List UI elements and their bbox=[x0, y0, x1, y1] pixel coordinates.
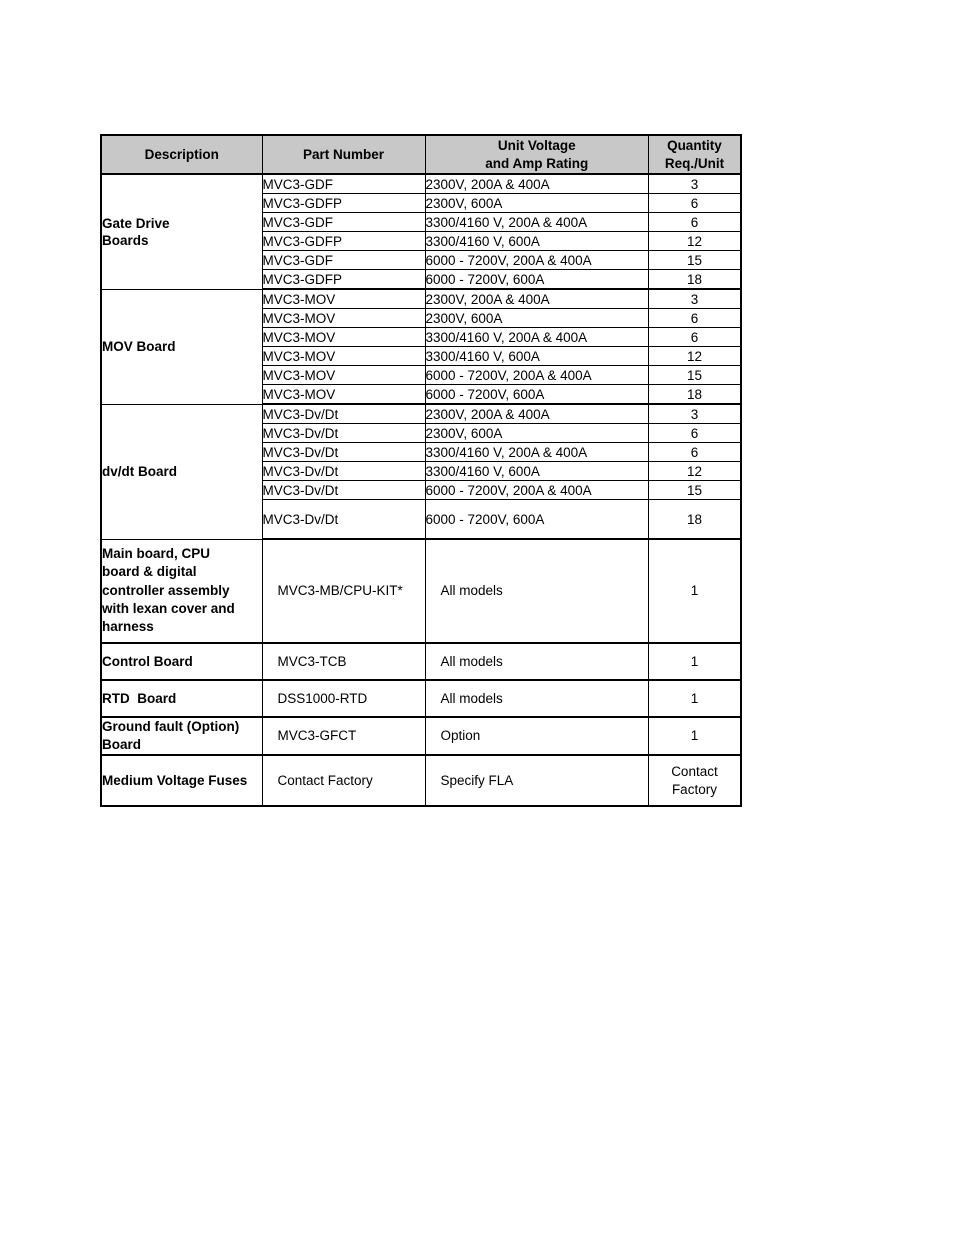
voltage-cell: 2300V, 200A & 400A bbox=[425, 174, 648, 194]
voltage-cell: Specify FLA bbox=[425, 755, 648, 806]
voltage-cell: Option bbox=[425, 717, 648, 755]
part-number-cell: MVC3-GDFP bbox=[262, 232, 425, 251]
voltage-cell: 6000 - 7200V, 600A bbox=[425, 270, 648, 290]
quantity-cell: 6 bbox=[648, 213, 741, 232]
part-number-cell: MVC3-Dv/Dt bbox=[262, 462, 425, 481]
quantity-cell: 6 bbox=[648, 309, 741, 328]
quantity-cell: 12 bbox=[648, 232, 741, 251]
group-label-mov: MOV Board bbox=[101, 289, 262, 404]
part-number-cell: MVC3-MOV bbox=[262, 366, 425, 385]
quantity-cell: 12 bbox=[648, 347, 741, 366]
header-quantity: Quantity Req./Unit bbox=[648, 135, 741, 174]
part-number-cell: DSS1000-RTD bbox=[262, 680, 425, 717]
part-number-cell: MVC3-MOV bbox=[262, 385, 425, 405]
quantity-cell: 15 bbox=[648, 251, 741, 270]
quantity-cell: 15 bbox=[648, 481, 741, 500]
header-description: Description bbox=[101, 135, 262, 174]
quantity-cell: 18 bbox=[648, 270, 741, 290]
voltage-cell: 3300/4160 V, 600A bbox=[425, 347, 648, 366]
voltage-cell: 6000 - 7200V, 200A & 400A bbox=[425, 251, 648, 270]
part-number-cell: Contact Factory bbox=[262, 755, 425, 806]
quantity-cell: 1 bbox=[648, 643, 741, 680]
part-number-cell: MVC3-Dv/Dt bbox=[262, 500, 425, 540]
group-label-gate-drive: Gate Drive Boards bbox=[101, 174, 262, 289]
voltage-cell: 3300/4160 V, 200A & 400A bbox=[425, 328, 648, 347]
quantity-cell: Contact Factory bbox=[648, 755, 741, 806]
quantity-cell: 6 bbox=[648, 194, 741, 213]
part-number-cell: MVC3-MOV bbox=[262, 347, 425, 366]
table-row bbox=[101, 539, 741, 643]
table-row bbox=[101, 717, 741, 755]
voltage-cell: 2300V, 600A bbox=[425, 309, 648, 328]
voltage-cell: 2300V, 200A & 400A bbox=[425, 289, 648, 309]
quantity-cell: 1 bbox=[648, 539, 741, 643]
part-number-cell: MVC3-TCB bbox=[262, 643, 425, 680]
part-number-cell: MVC3-GFCT bbox=[262, 717, 425, 755]
part-number-cell: MVC3-Dv/Dt bbox=[262, 424, 425, 443]
quantity-cell: 1 bbox=[648, 717, 741, 755]
part-number-cell: MVC3-MOV bbox=[262, 328, 425, 347]
voltage-cell: 2300V, 200A & 400A bbox=[425, 404, 648, 424]
group-label-ground-fault: Ground fault (Option) Board bbox=[101, 717, 262, 755]
part-number-cell: MVC3-GDFP bbox=[262, 270, 425, 290]
voltage-cell: 6000 - 7200V, 200A & 400A bbox=[425, 481, 648, 500]
part-number-cell: MVC3-GDFP bbox=[262, 194, 425, 213]
quantity-cell: 6 bbox=[648, 443, 741, 462]
table-row bbox=[101, 289, 741, 309]
voltage-cell: All models bbox=[425, 539, 648, 643]
voltage-cell: 2300V, 600A bbox=[425, 424, 648, 443]
quantity-cell: 3 bbox=[648, 289, 741, 309]
quantity-cell: 6 bbox=[648, 328, 741, 347]
part-number-cell: MVC3-GDF bbox=[262, 174, 425, 194]
voltage-cell: 2300V, 600A bbox=[425, 194, 648, 213]
part-number-cell: MVC3-GDF bbox=[262, 213, 425, 232]
voltage-cell: All models bbox=[425, 643, 648, 680]
part-number-cell: MVC3-MB/CPU-KIT* bbox=[262, 539, 425, 643]
replacement-parts-table bbox=[100, 134, 742, 807]
quantity-cell: 6 bbox=[648, 424, 741, 443]
group-label-rtd-board: RTD Board bbox=[101, 680, 262, 717]
part-number-cell: MVC3-Dv/Dt bbox=[262, 404, 425, 424]
part-number-cell: MVC3-MOV bbox=[262, 309, 425, 328]
quantity-cell: 18 bbox=[648, 385, 741, 405]
part-number-cell: MVC3-GDF bbox=[262, 251, 425, 270]
table-row bbox=[101, 643, 741, 680]
voltage-cell: 6000 - 7200V, 600A bbox=[425, 385, 648, 405]
group-label-dvdt: dv/dt Board bbox=[101, 404, 262, 539]
quantity-cell: 15 bbox=[648, 366, 741, 385]
quantity-cell: 1 bbox=[648, 680, 741, 717]
quantity-cell: 3 bbox=[648, 174, 741, 194]
voltage-cell: 3300/4160 V, 600A bbox=[425, 232, 648, 251]
table-row bbox=[101, 404, 741, 424]
header-voltage: Unit Voltage and Amp Rating bbox=[425, 135, 648, 174]
header-part-number: Part Number bbox=[262, 135, 425, 174]
part-number-cell: MVC3-Dv/Dt bbox=[262, 443, 425, 462]
voltage-cell: All models bbox=[425, 680, 648, 717]
table-row bbox=[101, 680, 741, 717]
quantity-cell: 18 bbox=[648, 500, 741, 540]
part-number-cell: MVC3-Dv/Dt bbox=[262, 481, 425, 500]
group-label-control-board: Control Board bbox=[101, 643, 262, 680]
voltage-cell: 3300/4160 V, 200A & 400A bbox=[425, 213, 648, 232]
voltage-cell: 6000 - 7200V, 200A & 400A bbox=[425, 366, 648, 385]
part-number-cell: MVC3-MOV bbox=[262, 289, 425, 309]
table-header-row bbox=[101, 135, 741, 174]
group-label-fuses: Medium Voltage Fuses bbox=[101, 755, 262, 806]
quantity-cell: 3 bbox=[648, 404, 741, 424]
quantity-cell: 12 bbox=[648, 462, 741, 481]
group-label-main-board: Main board, CPU board & digital controller assembly with lexan cover and harness bbox=[101, 539, 262, 643]
voltage-cell: 3300/4160 V, 200A & 400A bbox=[425, 443, 648, 462]
voltage-cell: 6000 - 7200V, 600A bbox=[425, 500, 648, 540]
table-row bbox=[101, 174, 741, 194]
voltage-cell: 3300/4160 V, 600A bbox=[425, 462, 648, 481]
table-row bbox=[101, 755, 741, 806]
